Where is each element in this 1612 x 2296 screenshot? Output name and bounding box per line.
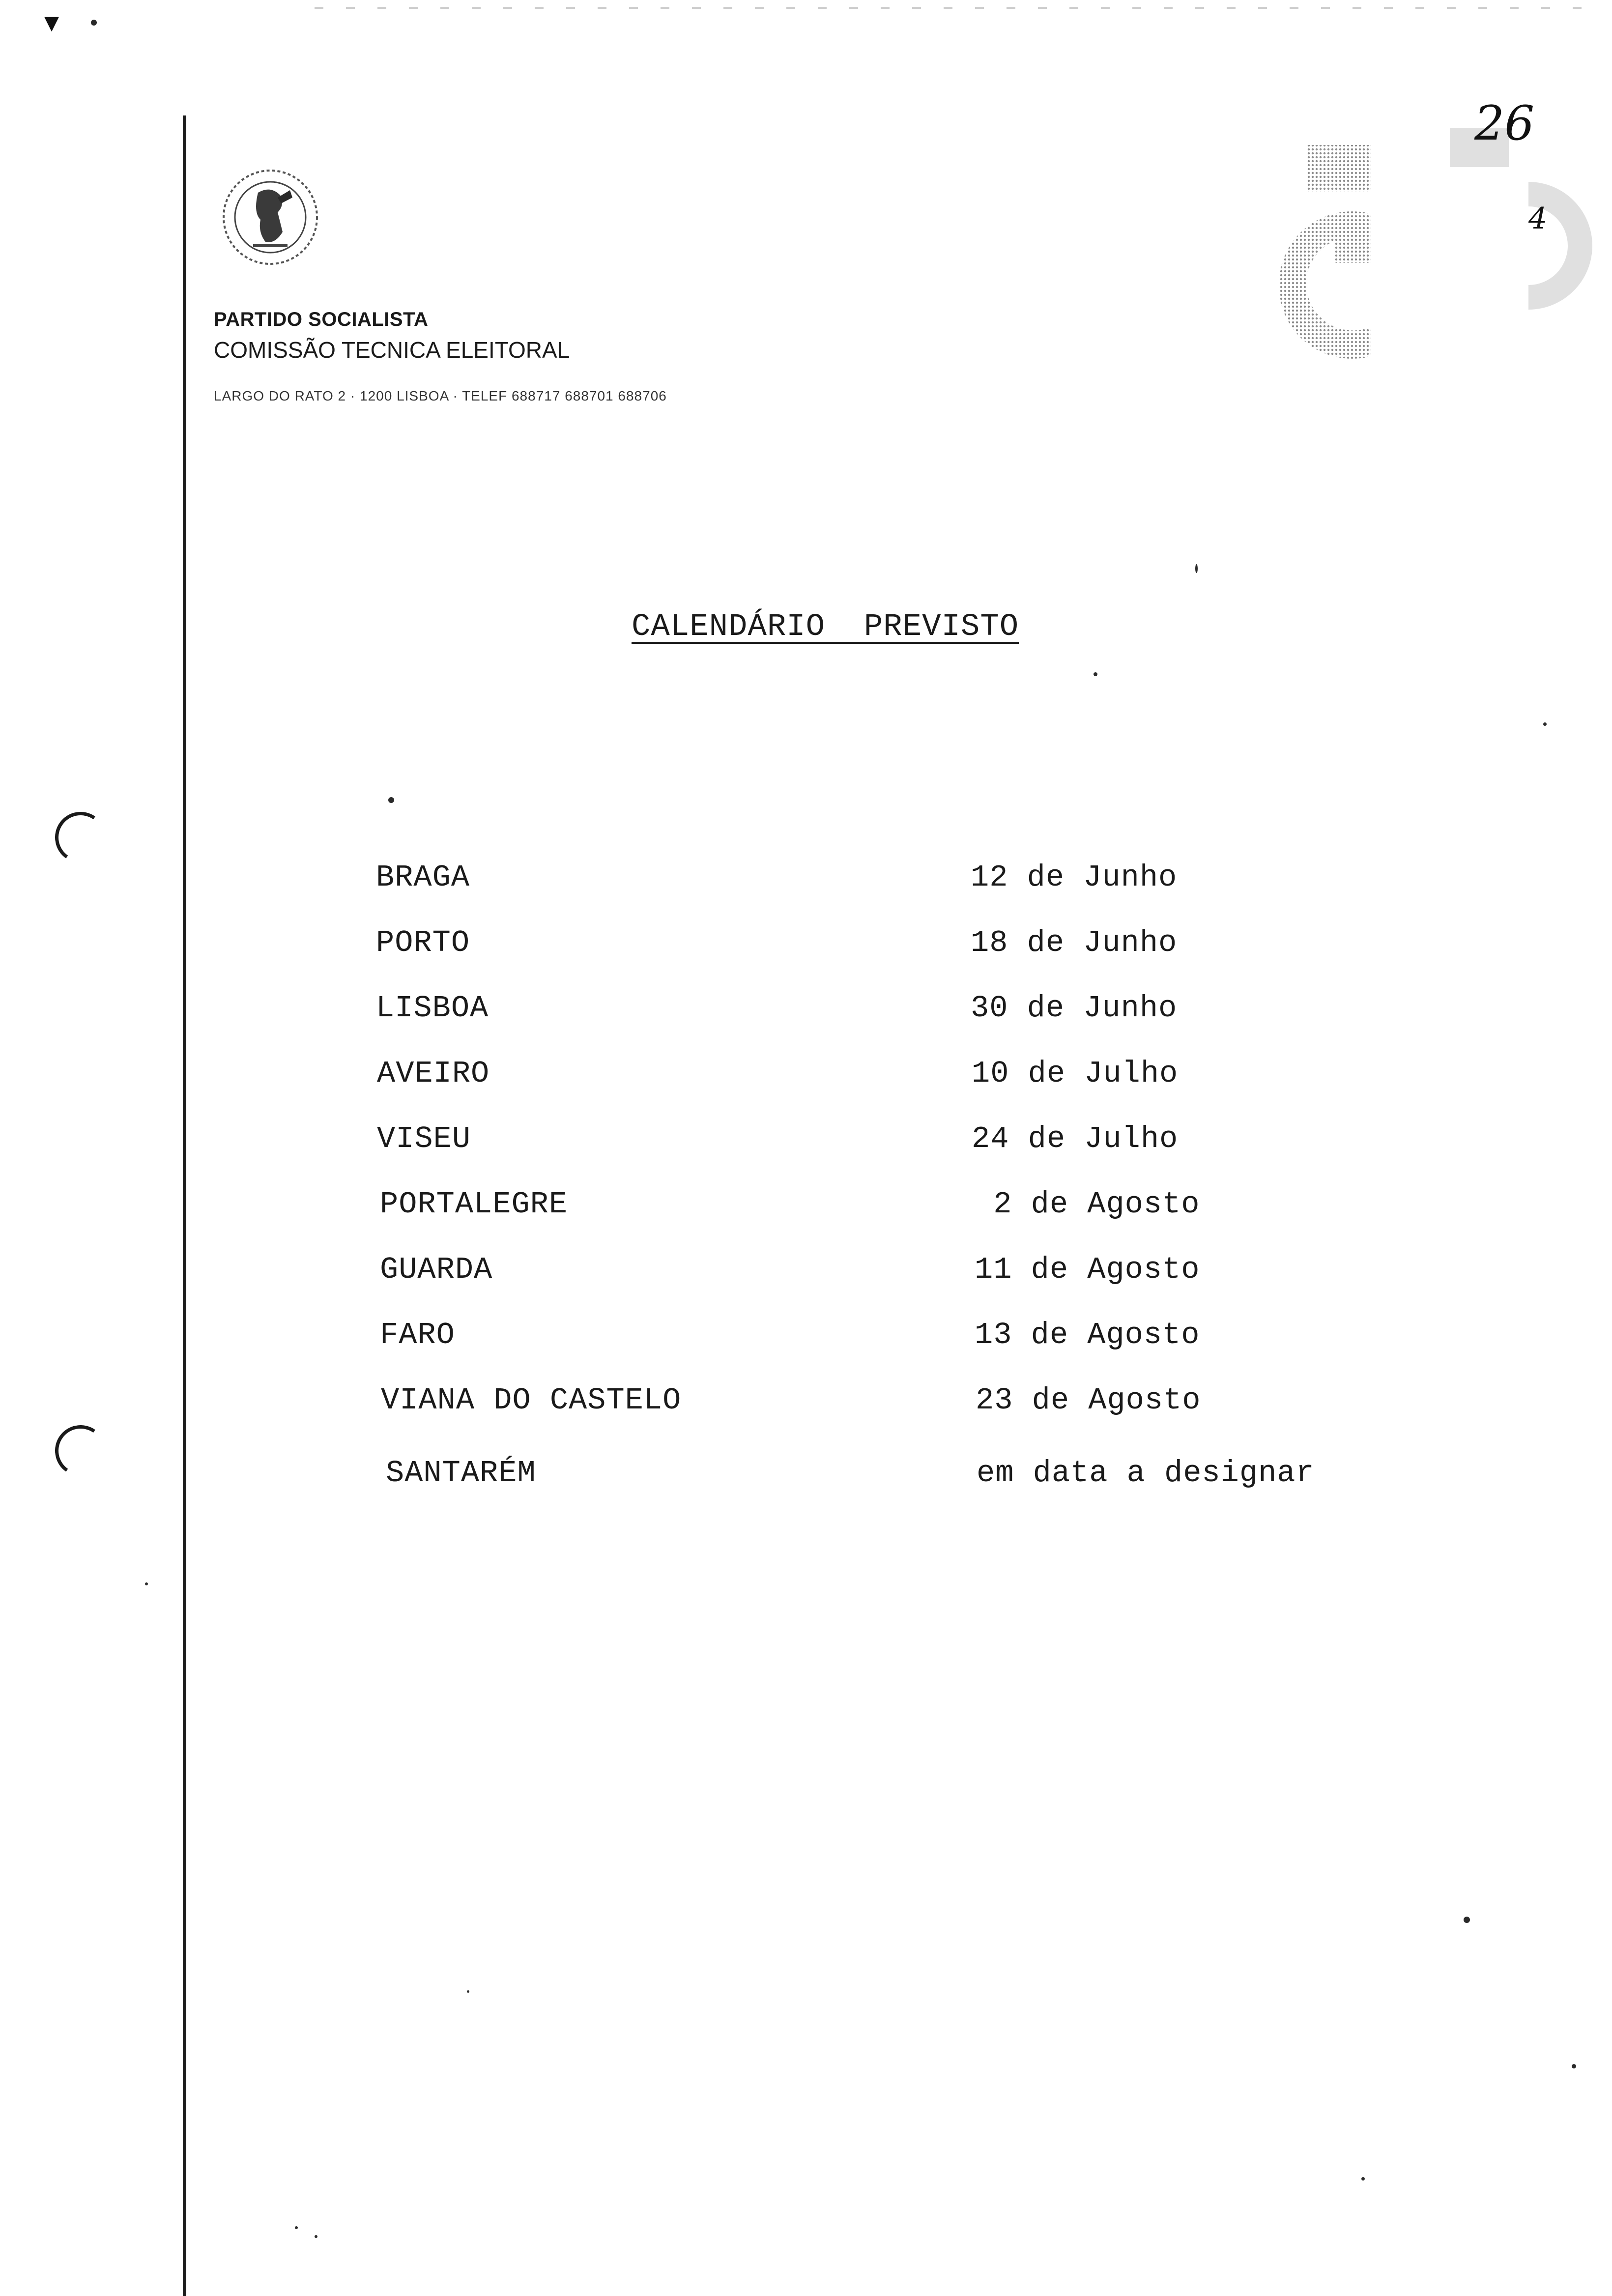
handwritten-sheet-mark: 4 (1528, 201, 1548, 236)
event-date: 30 de Junho (971, 991, 1178, 1026)
letterhead-address: LARGO DO RATO 2 · 1200 LISBOA · TELEF 688717 688701 688706 (214, 388, 667, 403)
event-date: em data a designar (977, 1456, 1315, 1491)
hole-punch-mark (51, 808, 110, 867)
event-date: 23 de Agosto (976, 1383, 1201, 1418)
stamp-logo (1229, 140, 1406, 371)
schedule-row (0, 1121, 1612, 1166)
event-date: 13 de Agosto (975, 1318, 1200, 1352)
schedule-row (0, 1056, 1612, 1100)
schedule-row (0, 860, 1612, 904)
city-name: PORTALEGRE (380, 1187, 568, 1222)
handwritten-page-number: 26 (1474, 96, 1535, 151)
city-name: VISEU (377, 1121, 471, 1156)
schedule-row (0, 1187, 1612, 1231)
schedule-row (0, 1252, 1612, 1296)
city-name: GUARDA (380, 1252, 493, 1287)
event-date: 2 de Agosto (975, 1187, 1200, 1222)
city-name: PORTO (376, 925, 470, 960)
party-seal-logo (211, 158, 329, 276)
scan-noise-strip (315, 7, 1602, 9)
city-name: VIANA DO CASTELO (381, 1383, 682, 1418)
schedule-row (0, 1383, 1612, 1427)
document-title: CALENDÁRIO PREVISTO (632, 609, 1019, 645)
event-date: 12 de Junho (971, 860, 1178, 895)
event-date: 10 de Julho (972, 1056, 1179, 1091)
schedule-row (0, 925, 1612, 970)
letterhead-organization: PARTIDO SOCIALISTA (214, 309, 429, 330)
scan-mark: ▾ (44, 5, 59, 39)
event-date: 24 de Julho (972, 1121, 1179, 1156)
city-name: LISBOA (376, 991, 489, 1026)
city-name: BRAGA (376, 860, 470, 895)
city-name: FARO (380, 1318, 455, 1352)
event-date: 18 de Junho (971, 925, 1178, 960)
letterhead-department: COMISSÃO TECNICA ELEITORAL (214, 337, 570, 363)
city-name: AVEIRO (377, 1056, 490, 1091)
schedule-row (0, 1318, 1612, 1362)
schedule-row (0, 1456, 1612, 1500)
schedule-row (0, 991, 1612, 1035)
city-name: SANTARÉM (386, 1456, 536, 1491)
event-date: 11 de Agosto (975, 1252, 1200, 1287)
